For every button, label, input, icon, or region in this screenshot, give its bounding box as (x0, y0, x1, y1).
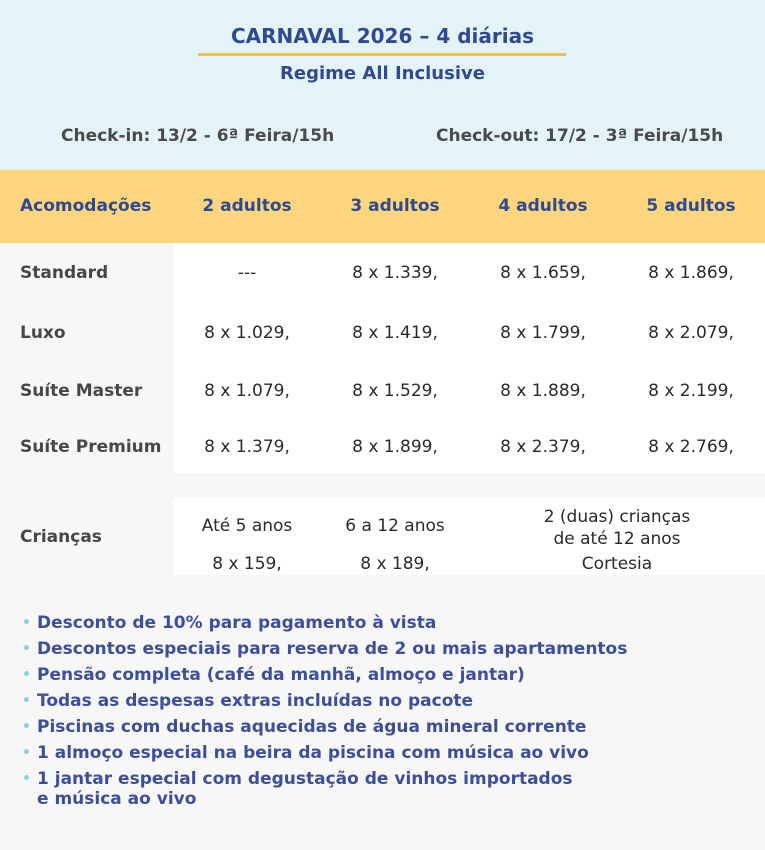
price-cell: 8 x 1.889, (500, 381, 586, 401)
price-cell: 8 x 2.379, (500, 437, 586, 457)
children-age-6-12: 6 a 12 anos (345, 516, 445, 536)
list-item: • 1 jantar especial com degustação de vinhos importados e música ao vivo (22, 766, 627, 812)
bullet-icon: • (22, 693, 31, 709)
table-header (0, 170, 765, 243)
list-item: • Pensão completa (café da manhã, almoço e jantar) (22, 662, 627, 688)
title-underline (198, 53, 566, 56)
header-accommodations: Acomodações (20, 196, 152, 216)
price-cell: 8 x 1.339, (352, 263, 438, 283)
price-cell: 8 x 1.869, (648, 263, 734, 283)
price-cell: 8 x 1.659, (500, 263, 586, 283)
children-free-line-2: de até 12 anos (553, 529, 681, 549)
header-3-adults: 3 adultos (350, 196, 440, 216)
bullet-icon: • (22, 745, 31, 761)
children-free-line-1: 2 (duas) crianças (543, 507, 691, 527)
row-label-luxo: Luxo (20, 323, 66, 343)
price-cell: 8 x 2.769, (648, 437, 734, 457)
bullet-icon: • (22, 641, 31, 657)
children-courtesy: Cortesia (581, 554, 653, 574)
checkin-info: Check-in: 13/2 - 6ª Feira/15h (61, 126, 335, 146)
list-item: • 1 almoço especial na beira da piscina com música ao vivo (22, 740, 627, 766)
price-cell: 8 x 1.379, (204, 437, 290, 457)
price-cell: 8 x 1.799, (500, 323, 586, 343)
list-item: • Desconto de 10% para pagamento à vista (22, 610, 627, 636)
list-item-continuation: e música ao vivo (37, 789, 197, 809)
price-cell: 8 x 1.529, (352, 381, 438, 401)
bullet-icon: • (22, 771, 31, 787)
header-2-adults: 2 adultos (202, 196, 292, 216)
list-item: • Descontos especiais para reserva de 2 ou mais apartamentos (22, 636, 627, 662)
price-cell: --- (237, 263, 257, 283)
list-item: • Todas as despesas extras incluídas no pacote (22, 688, 627, 714)
page-subtitle: Regime All Inclusive (280, 63, 485, 84)
header-4-adults: 4 adultos (498, 196, 588, 216)
bullet-icon: • (22, 667, 31, 683)
price-cell: 8 x 1.029, (204, 323, 290, 343)
row-label-suite-premium: Suíte Premium (20, 437, 162, 457)
list-item: • Piscinas com duchas aquecidas de água mineral corrente (22, 714, 627, 740)
children-free-offer (469, 506, 765, 550)
children-price-up-to-5: 8 x 159, (212, 554, 282, 574)
children-label: Crianças (20, 527, 102, 547)
price-cell: 8 x 2.079, (648, 323, 734, 343)
price-cell: 8 x 2.199, (648, 381, 734, 401)
page-title: CARNAVAL 2026 – 4 diárias (231, 24, 534, 48)
price-cell: 8 x 1.079, (204, 381, 290, 401)
features-list (22, 610, 627, 812)
row-label-standard: Standard (20, 263, 109, 283)
header-5-adults: 5 adultos (646, 196, 736, 216)
children-age-up-to-5: Até 5 anos (201, 516, 293, 536)
checkout-info: Check-out: 17/2 - 3ª Feira/15h (436, 126, 724, 146)
price-cell: 8 x 1.419, (352, 323, 438, 343)
row-label-suite-master: Suíte Master (20, 381, 143, 401)
bullet-icon: • (22, 615, 31, 631)
bullet-icon: • (22, 719, 31, 735)
header-banner (0, 0, 765, 170)
price-cell: 8 x 1.899, (352, 437, 438, 457)
children-price-6-12: 8 x 189, (360, 554, 430, 574)
